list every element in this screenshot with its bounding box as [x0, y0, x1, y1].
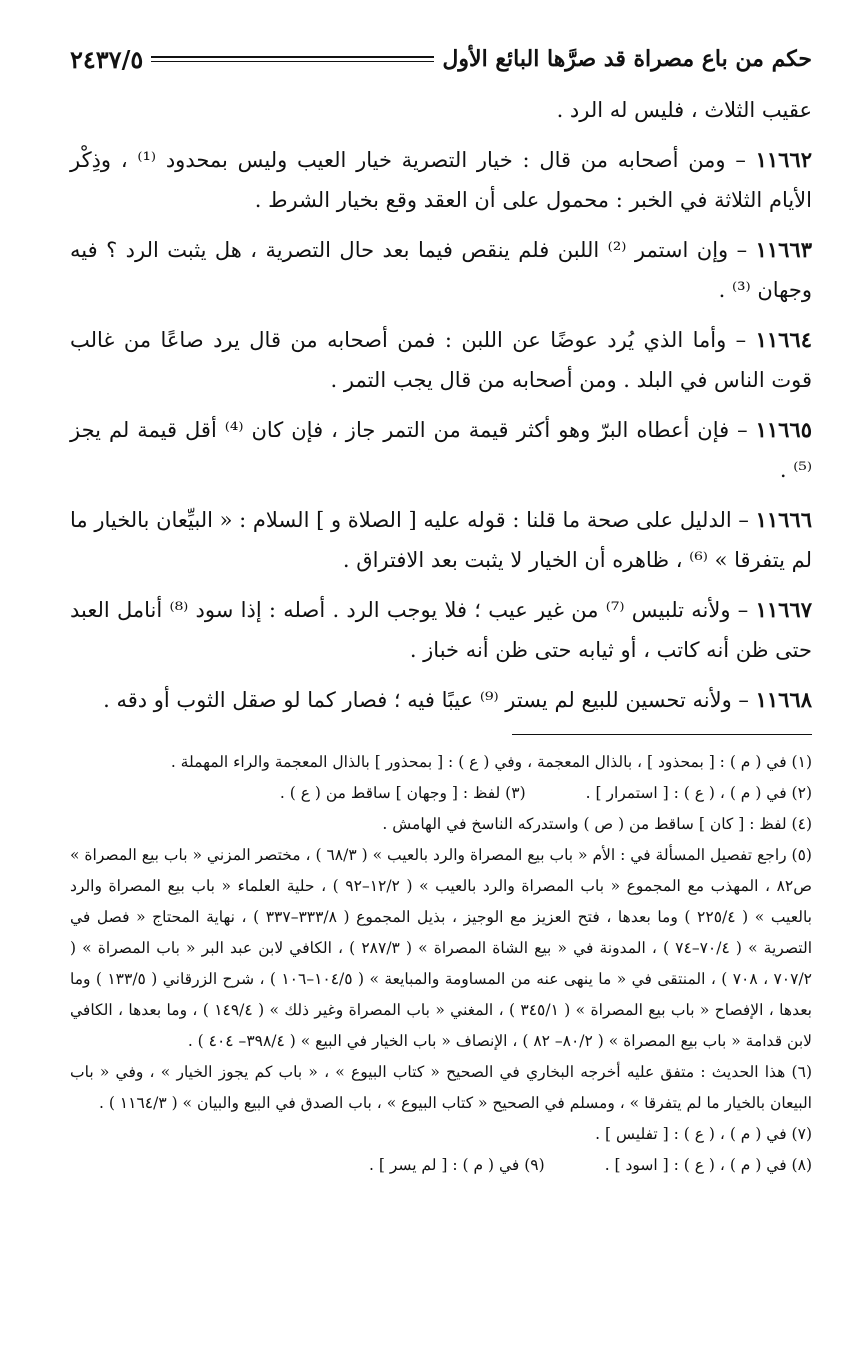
footnote-1: (١) في ( م ) : [ بمحذود ] ، بالذال المعجمة ، وفي ( ع ) : [ بمحذور ] بالذال المعجمة والراء المهملة .	[170, 753, 812, 771]
header-rule	[151, 56, 434, 62]
paragraph-number: ١١٦٦٥	[755, 417, 812, 442]
paragraph-11662	[70, 140, 812, 220]
footnote-7: (٧) في ( م ) ، ( ع ) : [ تفليس ] .	[595, 1125, 812, 1143]
main-text	[70, 90, 812, 720]
running-header	[70, 38, 812, 80]
paragraph-number: ١١٦٦٦	[755, 507, 812, 532]
footnote-5: (٥) راجع تفصيل المسألة في : الأم « باب بيع المصراة والرد بالعيب » ( ٦٨/٣ ) ، مختصر المزني « باب بيع المصراة » ص٨٢ ، المهذب مع المجموع « باب المصراة والرد بالعيب » ( ١٢/٢–٩٢ ) ، حلية العلماء « باب بيع المصراة والرد بالعيب » ( ٢٢٥/٤ ) وما بعدها ، فتح العزيز مع الوجيز ، بذيل المجموع ( ٣٣٣/٨–٣٣٧ ) ، نهاية المحتاج « فصل في التصرية » ( ٧٠/٤–٧٤ ) ، المدونة في « بيع الشاة المصراة » ( ٢٨٧/٣ ) ، الكافي لابن عبد البر « باب المصراة » ( ٧٠٧/٢ ، ٧٠٨ ) ، المنتقى في « ما ينهى عنه من المساومة والمبايعة » ( ١٠٤/٥–١٠٦ ) ، شرح الزرقاني ( ١٣٣/٥ ) وما بعدها ، الإفصاح « باب بيع المصراة » ( ٣٤٥/١ ) ، المغني « باب المصراة وغير ذلك » ( ١٤٩/٤ ) ، وما بعدها ، الكافي لابن قدامة « باب بيع المصراة » ( ٨٠/٢– ٨٢ ) ، الإنصاف « باب الخيار في البيع » ( ٣٩٨/٤– ٤٠٤ ) .	[70, 846, 812, 1050]
footnote-row	[70, 1150, 812, 1181]
paragraph-11665	[70, 410, 812, 490]
footnote-6: (٦) هذا الحديث : متفق عليه أخرجه البخاري في الصحيح « كتاب البيوع » ، « باب كم يجوز الخيار » ، وفي « باب البيعان بالخيار ما لم يتفرقا » ، ومسلم في الصحيح « كتاب البيوع » ، باب الصدق في البيع والبيان » ( ١١٦٤/٣ ) .	[70, 1063, 812, 1112]
paragraph-text: – فإن أعطاه البرّ وهو أكثر قيمة من التمر جاز ، فإن كان ⁽⁴⁾ أقل قيمة لم يجز ⁽⁵⁾ .	[70, 418, 812, 482]
running-title: حكم من باع مصراة قد صرَّها البائع الأول	[442, 46, 812, 72]
footnotes	[70, 747, 812, 1181]
footnote-4: (٤) لفظ : [ كان ] ساقط من ( ص ) واستدركه الناسخ في الهامش .	[382, 815, 812, 833]
footnote-3: (٣) لفظ : [ وجهان ] ساقط من ( ع ) .	[279, 784, 526, 802]
paragraph-text: – ولأنه تلبيس ⁽⁷⁾ من غير عيب ؛ فلا يوجب الرد . أصله : إذا سود ⁽⁸⁾ أنامل العبد حتى ظن أنه كاتب ، أو ثيابه حتى ظن أنه خباز .	[70, 598, 812, 662]
page-number: ٢٤٣٧/٥	[70, 44, 144, 74]
paragraph-number: ١١٦٦٤	[755, 327, 812, 352]
paragraph-11663	[70, 230, 812, 310]
paragraph-text: – وأما الذي يُرد عوضًا عن اللبن : فمن أصحابه من قال يرد صاعًا من غالب قوت الناس في البلد . ومن أصحابه من قال يجب التمر .	[70, 328, 812, 392]
paragraph-11668	[70, 680, 812, 720]
paragraph-text: – ومن أصحابه من قال : خيار التصرية خيار العيب وليس بمحدود ⁽¹⁾ ، وذِكْر الأيام الثلاثة في الخبر : محمول على أن العقد وقع بخيار الشرط .	[70, 148, 812, 212]
footnote-separator	[512, 734, 812, 735]
paragraph-11666	[70, 500, 812, 580]
footnote-2: (٢) في ( م ) ، ( ع ) : [ استمرار ] .	[585, 784, 812, 802]
paragraph-continued	[70, 90, 812, 130]
paragraph-text: – ولأنه تحسين للبيع لم يستر ⁽⁹⁾ عيبًا فيه ؛ فصار كما لو صقل الثوب أو دقه .	[103, 688, 749, 712]
footnote-row	[70, 1119, 812, 1150]
paragraph-number: ١١٦٦٧	[755, 597, 812, 622]
book-page	[70, 38, 812, 1181]
paragraph-number: ١١٦٦٣	[755, 237, 812, 262]
paragraph-11664	[70, 320, 812, 400]
paragraph-text: عقيب الثلاث ، فليس له الرد .	[556, 98, 812, 122]
paragraph-number: ١١٦٦٢	[755, 147, 812, 172]
paragraph-11667	[70, 590, 812, 670]
paragraph-text: – الدليل على صحة ما قلنا : قوله عليه [ الصلاة و ] السلام : « البيِّعان بالخيار ما لم يتفرقا » ⁽⁶⁾ ، ظاهره أن الخيار لا يثبت بعد الافتراق .	[70, 508, 812, 572]
footnote-row	[70, 778, 812, 809]
footnote-9: (٩) في ( م ) : [ لم يسر ] .	[368, 1156, 545, 1174]
paragraph-text: – وإن استمر ⁽²⁾ اللبن فلم ينقص فيما بعد حال التصرية ، هل يثبت الرد ؟ فيه وجهان ⁽³⁾ .	[70, 238, 812, 302]
paragraph-number: ١١٦٦٨	[755, 687, 812, 712]
footnote-8: (٨) في ( م ) ، ( ع ) : [ اسود ] .	[604, 1156, 812, 1174]
